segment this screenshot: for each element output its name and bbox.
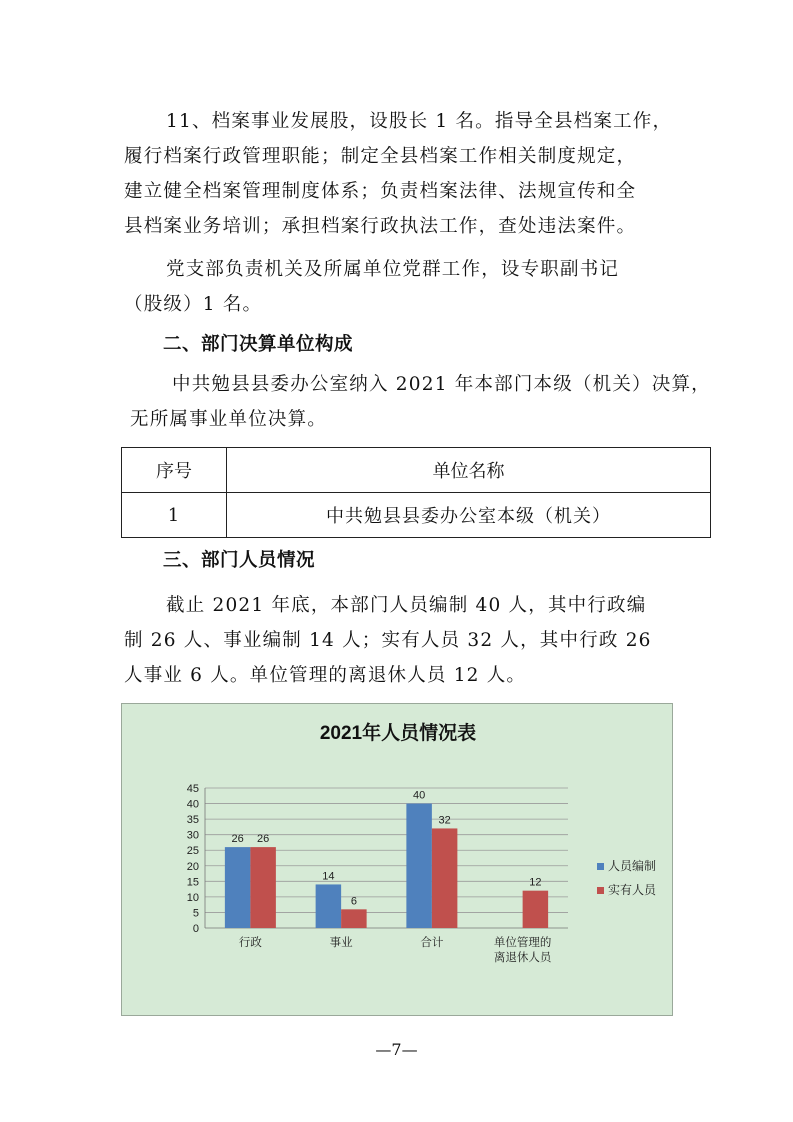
text-line: 无所属事业单位决算。 — [130, 409, 328, 430]
bar-staffing — [225, 847, 251, 928]
y-tick-label: 40 — [186, 798, 199, 811]
data-label: 40 — [413, 789, 426, 802]
x-tick-label: 离退休人员 — [493, 952, 552, 964]
data-label: 14 — [322, 870, 335, 883]
text-line: 党支部负责机关及所属单位党群工作，设专职副书记 — [166, 259, 620, 280]
x-tick-label: 合计 — [420, 937, 444, 949]
bar-actual — [250, 847, 276, 928]
legend-label: 实有人员 — [608, 883, 657, 897]
legend-label: 人员编制 — [608, 859, 657, 873]
text-line: （股级）1 名。 — [124, 294, 263, 315]
bar-actual — [341, 909, 367, 928]
staff-text — [124, 588, 676, 693]
data-label: 6 — [350, 895, 357, 908]
x-tick-label: 单位管理的 — [493, 937, 552, 949]
x-tick-label: 事业 — [329, 937, 353, 949]
units-intro-text — [130, 367, 711, 437]
y-tick-label: 15 — [186, 876, 199, 889]
legend-swatch — [597, 887, 604, 894]
section-heading-3: 三、部门人员情况 — [163, 550, 316, 571]
cell-unit-name: 中共勉县县委办公室本级（机关） — [227, 493, 711, 538]
y-tick-label: 25 — [186, 845, 199, 858]
column-header-unit-name: 单位名称 — [227, 448, 711, 493]
staff-chart — [121, 703, 673, 1016]
bar-staffing — [406, 804, 432, 928]
text-line: 中共勉县县委办公室纳入 2021 年本部门本级（机关）决算， — [172, 374, 711, 395]
text-line: 履行档案行政管理职能；制定全县档案工作相关制度规定， — [124, 146, 637, 167]
y-tick-label: 5 — [192, 907, 199, 920]
text-line: 建立健全档案管理制度体系；负责档案法律、法规宣传和全 — [124, 181, 637, 202]
bar-actual — [432, 828, 458, 928]
y-tick-label: 45 — [186, 783, 199, 795]
data-label: 26 — [231, 833, 244, 846]
data-label: 12 — [529, 876, 542, 889]
bar-actual — [523, 891, 549, 928]
text-line: 截止 2021 年底，本部门人员编制 40 人，其中行政编 — [166, 595, 647, 616]
section-heading-2: 二、部门决算单位构成 — [163, 334, 354, 355]
party-branch-text — [124, 252, 676, 322]
units-table — [121, 447, 711, 538]
page-number: —7— — [375, 1040, 418, 1059]
x-tick-label: 行政 — [238, 937, 262, 949]
data-label: 26 — [257, 833, 270, 846]
cell-index: 1 — [122, 493, 227, 538]
section-11-text — [124, 104, 676, 244]
text-line: 县档案业务培训；承担档案行政执法工作，查处违法案件。 — [124, 216, 637, 237]
legend-swatch — [597, 863, 604, 870]
y-tick-label: 35 — [186, 814, 199, 827]
table-header-row — [122, 448, 711, 493]
chart-title: 2021年人员情况表 — [319, 723, 477, 744]
y-tick-label: 10 — [186, 891, 199, 904]
text-line: 制 26 人、事业编制 14 人；实有人员 32 人，其中行政 26 — [124, 630, 652, 651]
text-line: 人事业 6 人。单位管理的离退休人员 12 人。 — [124, 665, 527, 686]
bar-staffing — [316, 884, 342, 928]
data-label: 32 — [438, 814, 451, 827]
chart-svg — [122, 704, 674, 1017]
text-line: 11、档案事业发展股，设股长 1 名。指导全县档案工作， — [166, 111, 673, 132]
y-tick-label: 0 — [192, 923, 199, 935]
y-tick-label: 30 — [186, 829, 199, 842]
y-tick-label: 20 — [186, 860, 199, 873]
table-row — [122, 493, 711, 538]
column-header-index: 序号 — [122, 448, 227, 493]
